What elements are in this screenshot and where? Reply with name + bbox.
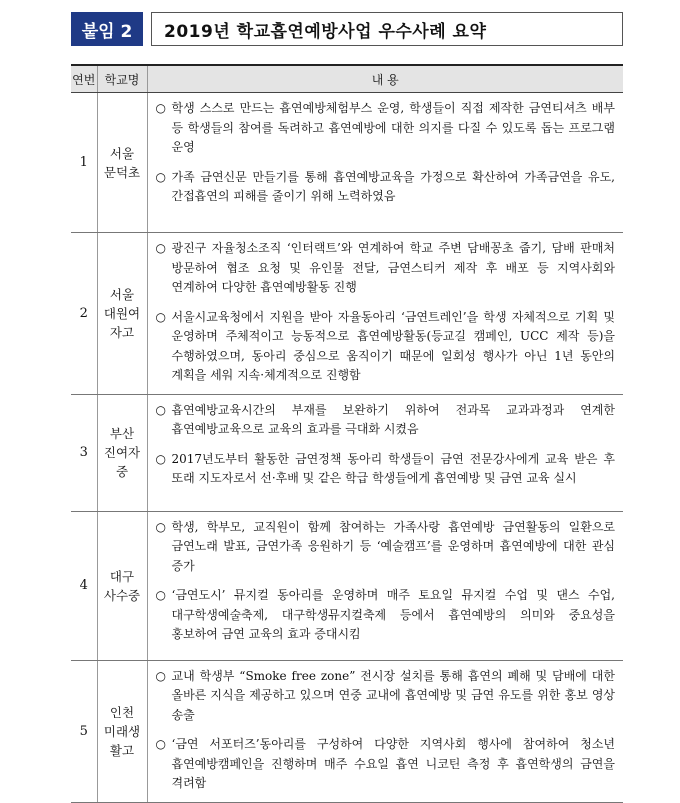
school-name: 인천 미래생 활고 xyxy=(97,660,147,802)
row-content xyxy=(147,511,623,660)
list-item xyxy=(156,168,616,207)
row-number: 5 xyxy=(71,660,97,802)
column-header-school: 학교명 xyxy=(97,65,147,93)
item-text: ‘금연도시’ 뮤지컬 동아리를 운영하며 매주 토요일 뮤지컬 수업 및 댄스 수업, 대구학생예술축제, 대구학생뮤지컬축제 등에서 흡연예방의 의미와 중요성을 홍보하여 금연 교육의 효과 증대시킴 xyxy=(171,588,615,641)
attachment-badge: 붙임 2 xyxy=(71,12,143,46)
item-text: 학생 스스로 만드는 흡연예방체험부스 운영, 학생들이 직접 제작한 금연티셔츠 배부 등 학생들의 참여를 독려하고 흡연예방에 대한 의지를 다질 수 있도록 돕는 프로그램 운영 xyxy=(171,101,615,154)
table-row xyxy=(71,233,623,395)
bullet-icon: ○ xyxy=(155,402,166,417)
bullet-icon: ○ xyxy=(155,101,166,115)
item-text: ‘금연 서포터즈’동아리를 구성하여 다양한 지역사회 행사에 참여하여 청소년 흡연예방캠페인을 진행하며 매주 수요일 흡연 니코틴 측정 후 흡연학생의 금연을 격려함 xyxy=(171,737,615,790)
item-text: 흡연예방교육시간의 부재를 보완하기 위하여 전과목 교과과정과 연계한 흡연예방교육으로 교육의 효과를 극대화 시켰음 xyxy=(171,402,615,436)
table-row xyxy=(71,511,623,660)
bullet-icon: ○ xyxy=(155,737,166,751)
bullet-icon: ○ xyxy=(155,668,166,683)
row-content xyxy=(147,93,623,233)
item-text: 광진구 자율청소조직 ‘인터랙트’와 연계하여 학교 주변 담배꽁초 줍기, 담배 판매처 방문하여 협조 요청 및 유인물 전달, 금연스티커 제작 후 배포 등 지역사회와 연계하여 다양한 흡연예방활동 진행 xyxy=(171,241,615,294)
table-row xyxy=(71,394,623,511)
list-item xyxy=(156,239,616,298)
bullet-icon: ○ xyxy=(155,169,166,184)
item-text: 교내 학생부 “Smoke free zone” 전시장 설치를 통해 흡연의 폐해 및 담배에 대한 올바른 지식을 제공하고 있으며 연중 교내에 흡연예방 및 금연 유도를 위한 홍보 영상 송출 xyxy=(171,668,615,722)
row-number: 4 xyxy=(71,511,97,660)
school-name: 서울 문덕초 xyxy=(97,93,147,233)
item-text: 가족 금연신문 만들기를 통해 흡연예방교육을 가정으로 확산하여 가족금연을 유도, 간접흡연의 피해를 줄이기 위해 노력하였음 xyxy=(171,169,615,203)
list-item xyxy=(156,308,616,386)
bullet-icon: ○ xyxy=(155,588,166,602)
list-item xyxy=(156,450,616,489)
item-text: 학생, 학부모, 교직원이 함께 참여하는 가족사랑 흡연예방 금연활동의 일환으로 금연노래 발표, 금연가족 응원하기 등 ‘예술캠프’를 운영하며 흡연예방에 대한 관심 증가 xyxy=(171,519,615,573)
document-title: 2019년 학교흡연예방사업 우수사례 요약 xyxy=(151,12,623,46)
column-header-content: 내 용 xyxy=(147,65,623,93)
item-text: 2017년도부터 활동한 금연정책 동아리 학생들이 금연 전문강사에게 교육 받은 후 또래 지도자로서 선·후배 및 같은 학급 학생들에게 흡연예방 및 금연 교육 실시 xyxy=(171,451,615,485)
bullet-icon: ○ xyxy=(155,519,166,534)
list-item xyxy=(156,518,616,577)
school-name: 대구 사수중 xyxy=(97,511,147,660)
best-practice-table xyxy=(71,64,623,803)
row-number: 1 xyxy=(71,93,97,233)
table-row xyxy=(71,93,623,233)
row-number: 2 xyxy=(71,233,97,395)
table-header-row xyxy=(71,65,623,93)
school-name: 부산 진여자 중 xyxy=(97,394,147,511)
list-item xyxy=(156,401,616,440)
list-item xyxy=(156,667,616,726)
list-item xyxy=(156,99,616,158)
document-header xyxy=(71,12,623,46)
list-item xyxy=(156,586,616,645)
column-header-no: 연번 xyxy=(71,65,97,93)
table-row xyxy=(71,660,623,802)
list-item xyxy=(156,735,616,794)
row-content xyxy=(147,660,623,802)
bullet-icon: ○ xyxy=(155,309,166,324)
row-number: 3 xyxy=(71,394,97,511)
school-name: 서울 대원여 자고 xyxy=(97,233,147,395)
item-text: 서울시교육청에서 지원을 받아 자율동아리 ‘금연트레인’을 학생 자체적으로 기획 및 운영하며 주체적이고 능동적으로 흡연예방활동(등교길 캠페인, UCC 제작 등)을 수행하였으며, 동아리 중심으로 움직이기 때문에 일회성 행사가 아닌 1년 동안의 계획을 세워 지속·체계적으로 진행함 xyxy=(171,309,615,382)
bullet-icon: ○ xyxy=(155,451,166,466)
bullet-icon: ○ xyxy=(155,241,166,255)
row-content xyxy=(147,394,623,511)
row-content xyxy=(147,233,623,395)
